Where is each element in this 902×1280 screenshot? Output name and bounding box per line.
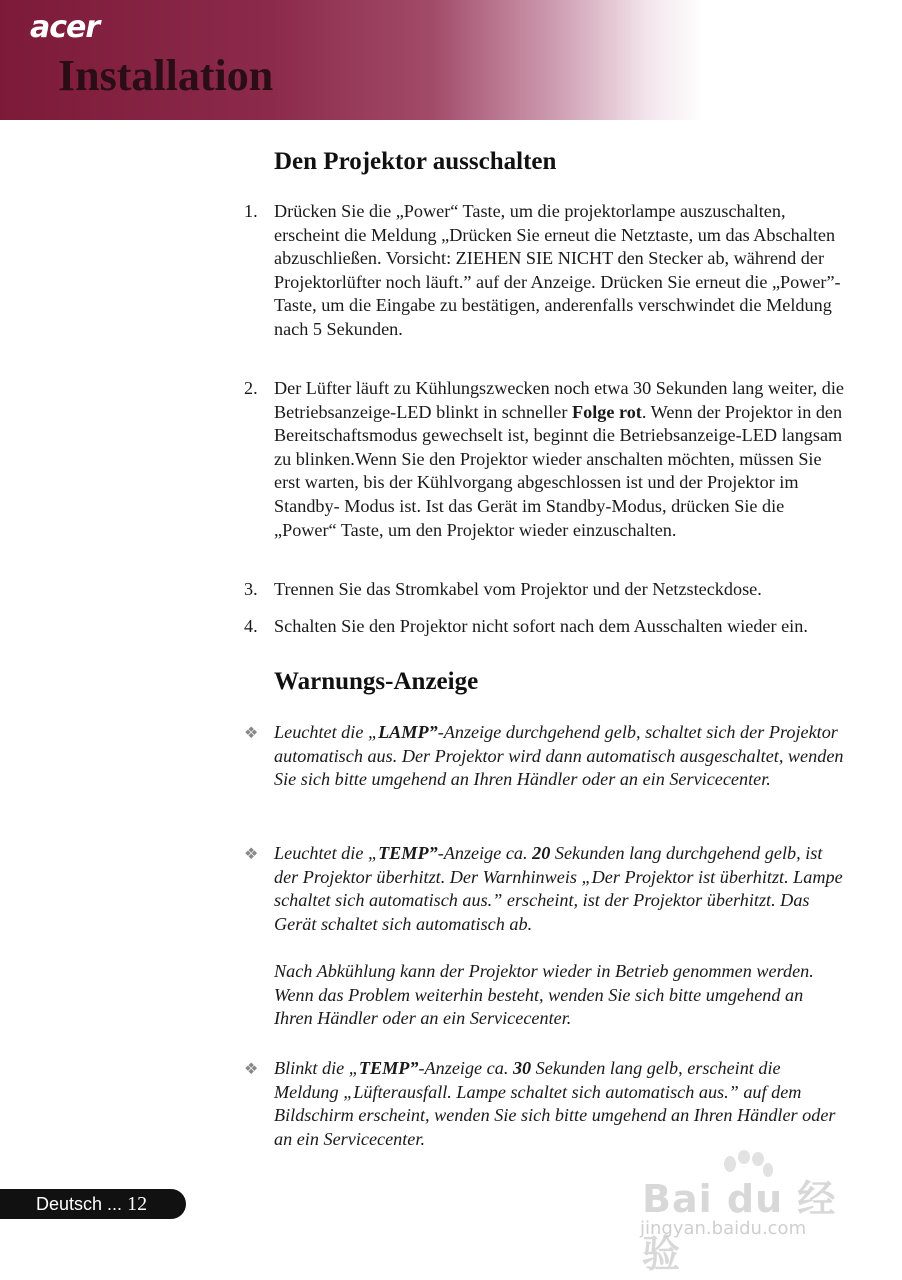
acer-logo: acer [30, 10, 100, 45]
warning-item [244, 721, 844, 792]
item-number: 4. [244, 616, 258, 636]
item-text [274, 200, 844, 342]
warning-paragraph [274, 842, 844, 936]
text-run: Schalten Sie den Projektor nicht sofort nach dem Ausschalten wieder ein. [274, 616, 808, 636]
item-number: 2. [244, 378, 258, 398]
item-number: 1. [244, 201, 258, 221]
bold-text: LAMP” [378, 722, 438, 742]
list-item [244, 377, 844, 542]
warning-text [274, 721, 844, 792]
watermark-site: jingyan.baidu.com [640, 1218, 807, 1239]
text-run: Leuchtet die „ [274, 843, 379, 863]
page-footer [0, 1189, 186, 1219]
warning-paragraph [274, 1057, 844, 1151]
item-number: 3. [244, 579, 258, 599]
page-title: Installation [58, 51, 274, 100]
warning-text [274, 842, 844, 1031]
text-run: Sekunden lang durchgehend gelb, ist der Projektor überhitzt. Der Warnhinweis „Der Projektor ist überhitzt. Lampe schaltet sich automatisch aus.” erscheint, ist der Projektor überhitzt. Das Gerät schaltet sich automatisch ab. [274, 843, 843, 934]
warning-item [244, 1057, 844, 1151]
warning-item [244, 842, 844, 1031]
diamond-bullet-icon: ❖ [244, 725, 259, 742]
text-run: Sekunden lang gelb, erscheint die Meldung „Lüfterausfall. Lampe schaltet sich automatisch aus.” auf dem Bildschirm erscheint, wenden Sie sich bitte umgehend an Ihren Händler oder an ein Servicecenter. [274, 1058, 836, 1149]
diamond-bullet-icon: ❖ [244, 846, 259, 863]
bold-text: TEMP” [378, 843, 438, 863]
text-run: . Wenn der Projektor in den Bereitschaftsmodus gewechselt ist, beginnt die Betriebsanzeige-LED langsam zu blinken.Wenn Sie den Projektor wieder anschalten möchten, müssen Sie erst warten, bis der Kühlvorgang abgeschlossen ist und der Projektor im Standby- Modus ist. Ist das Gerät im Standby-Modus, drücken Sie die „Power“ Taste, um den Projektor wieder einzuschalten. [274, 401, 843, 540]
text-run: -Anzeige ca. [437, 843, 533, 863]
text-run: Nach Abkühlung kann der Projektor wieder in Betrieb genommen werden. Wenn das Problem weiterhin besteht, wenden Sie sich bitte umgehend an Ihren Händler oder an ein Servicecenter. [274, 960, 814, 1029]
footer-language: Deutsch ... [36, 1194, 123, 1214]
section-heading-shutdown: Den Projektor ausschalten [274, 148, 557, 175]
text-run: Blinkt die „ [274, 1058, 359, 1078]
text-run: Drücken Sie die „Power“ Taste, um die projektorlampe auszuschalten, erscheint die Meldung „Drücken Sie erneut die Netztaste, um das Abschalten abzuschließen. Vorsicht: ZIEHEN SIE NICHT den Stecker ab, während der Projektorlüfter noch läuft.” auf der Anzeige. Drücken Sie erneut die „Power”-Taste, um die Eingabe zu bestätigen, anderenfalls verschwindet die Meldung nach 5 Sekunden. [274, 201, 841, 339]
warning-paragraph [274, 960, 844, 1031]
list-item [244, 200, 844, 342]
diamond-bullet-icon: ❖ [244, 1061, 259, 1078]
item-text [274, 615, 844, 639]
list-item [244, 615, 844, 639]
text-run: -Anzeige ca. [418, 1058, 513, 1078]
page-number: 12 [127, 1193, 148, 1215]
text-run: Trennen Sie das Stromkabel vom Projektor und der Netzsteckdose. [274, 579, 762, 599]
bold-text: Folge rot [571, 401, 642, 422]
item-text [274, 377, 844, 542]
bold-text: 30 [512, 1058, 532, 1078]
watermark-brand: Bai du 经验 [642, 1177, 837, 1276]
text-run: Der Lüfter läuft zu Kühlungszwecken noch etwa 30 Sekunden lang weiter, die Betriebsanzeige-LED blinkt in schneller [274, 378, 844, 422]
item-text [274, 578, 844, 602]
text-run: Leuchtet die „ [274, 722, 379, 742]
warning-paragraph [274, 721, 844, 792]
page-header [0, 0, 902, 120]
bold-text: 20 [532, 843, 551, 863]
baidu-watermark [640, 1150, 860, 1276]
section-heading-warnings: Warnungs-Anzeige [274, 668, 479, 695]
list-item [244, 578, 844, 602]
text-run: -Anzeige durchgehend gelb, schaltet sich der Projektor automatisch aus. Der Projektor wird dann automatisch ausgeschaltet, wenden Sie sich bitte umgehend an Ihren Händler oder an ein Servicecenter. [274, 722, 844, 790]
warning-text [274, 1057, 844, 1151]
bold-text: TEMP” [358, 1058, 419, 1078]
